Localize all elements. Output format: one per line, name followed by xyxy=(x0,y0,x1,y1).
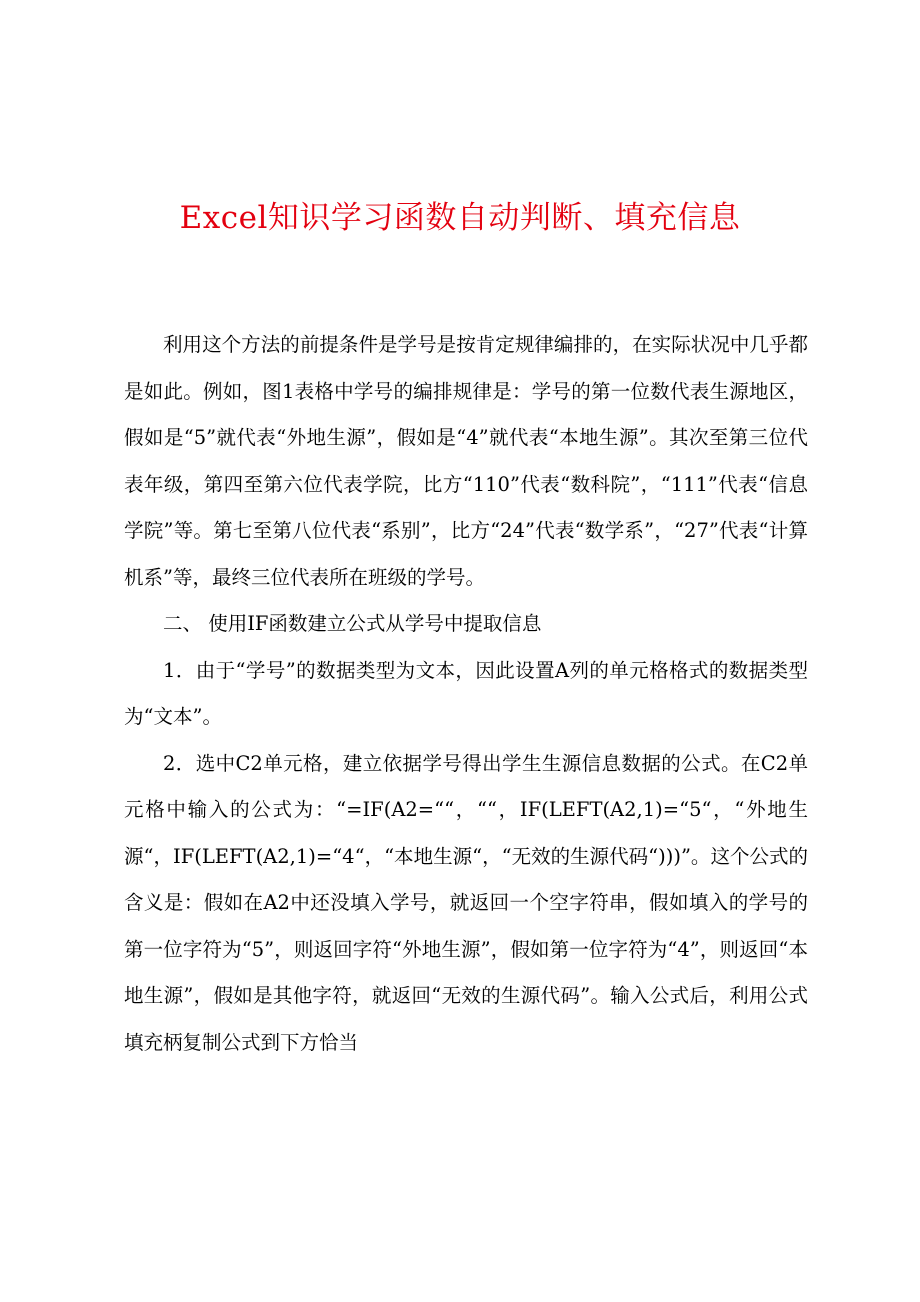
document-body xyxy=(124,322,808,1066)
paragraph-step-1: 1．由于“学号”的数据类型为文本，因此设置A列的单元格格式的数据类型为“文本”。 xyxy=(124,658,808,728)
paragraph-section-heading: 二、 使用IF函数建立公式从学号中提取信息 xyxy=(163,612,542,635)
paragraph-step-2: 2．选中C2单元格，建立依据学号得出学生生源信息数据的公式。在C2单元格中输入的公式为：“=IF(A2=““，““，IF(LEFT(A2,1)=“5“，“外地生源“，IF(LEFT(A2,1)=“4“，“本地生源“，“无效的生源代码“)))”。这个公式的含义是：假如在A2中还没填入学号，就返回一个空字符串，假如填入的学号的第一位字符为“5”，则返回字符“外地生源”，假如第一位字符为“4”，则返回“本地生源”，假如是其他字符，就返回“无效的生源代码”。输入公式后，利用公式填充柄复制公式到下方恰当 xyxy=(124,751,808,1054)
document-title: Excel知识学习函数自动判断、填充信息 xyxy=(179,200,741,236)
paragraph-student-id-rules: 利用这个方法的前提条件是学号是按肯定规律编排的，在实际状况中几乎都是如此。例如，图1表格中学号的编排规律是：学号的第一位数代表生源地区，假如是“5”就代表“外地生源”，假如是“4”就代表“本地生源”。其次至第三位代表年级，第四至第六位代表学院，比方“110”代表“数科院”，“111”代表“信息学院”等。第七至第八位代表“系别”，比方“24”代表“数学系”，“27”代表“计算机系”等，最终三位代表所在班级的学号。 xyxy=(124,333,808,589)
